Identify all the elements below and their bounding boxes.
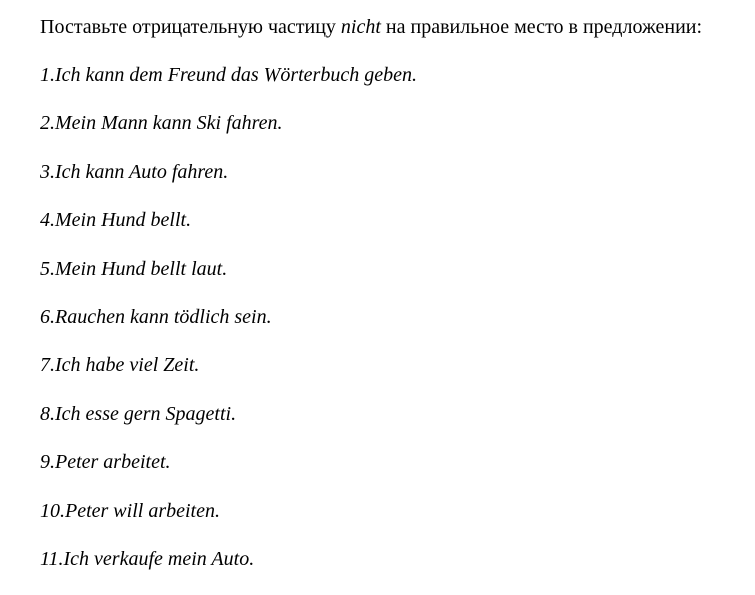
exercise-number: 4.	[40, 209, 55, 232]
exercise-sentence: Mein Hund bellt laut.	[55, 257, 228, 280]
exercise-item-3	[40, 160, 417, 184]
exercise-item-4	[40, 208, 417, 232]
exercise-sentence: Ich esse gern Spagetti.	[55, 402, 237, 425]
exercise-number: 3.	[40, 160, 55, 183]
instruction-heading	[40, 15, 702, 39]
exercise-item-7	[40, 353, 417, 377]
exercise-item-6	[40, 305, 417, 329]
exercise-item-2	[40, 111, 417, 135]
exercise-sentence: Ich verkaufe mein Auto.	[63, 547, 255, 570]
exercise-sentence: Peter arbeitet.	[55, 451, 171, 474]
instruction-keyword: nicht	[340, 16, 381, 38]
instruction-text-before: Поставьте отрицательную частицу	[40, 16, 341, 38]
exercise-item-1	[40, 63, 417, 87]
exercise-sentence: Peter will arbeiten.	[65, 499, 220, 522]
exercise-sentence: Ich kann dem Freund das Wörterbuch geben.	[55, 64, 417, 86]
exercise-sentence: Mein Hund bellt.	[55, 209, 192, 232]
instruction-text-after: на правильное место в предложении:	[380, 16, 703, 38]
exercise-number: 6.	[40, 305, 55, 328]
exercise-item-9	[40, 450, 417, 474]
exercise-item-10	[40, 499, 417, 523]
exercise-number: 5.	[40, 257, 55, 280]
exercise-number: 10.	[40, 499, 65, 522]
exercise-item-5	[40, 257, 417, 281]
exercise-item-8	[40, 402, 417, 426]
exercise-number: 1.	[40, 64, 55, 86]
exercise-sentence: Ich kann Auto fahren.	[55, 160, 229, 183]
exercise-number: 8.	[40, 402, 55, 425]
exercise-list	[40, 63, 417, 595]
exercise-sentence: Ich habe viel Zeit.	[55, 354, 200, 377]
exercise-number: 2.	[40, 112, 55, 135]
exercise-item-11	[40, 547, 417, 571]
exercise-number: 9.	[40, 451, 55, 474]
exercise-number: 11.	[40, 547, 64, 570]
exercise-sentence: Rauchen kann tödlich sein.	[55, 305, 272, 328]
exercise-sentence: Mein Mann kann Ski fahren.	[55, 112, 283, 135]
exercise-number: 7.	[40, 354, 55, 377]
